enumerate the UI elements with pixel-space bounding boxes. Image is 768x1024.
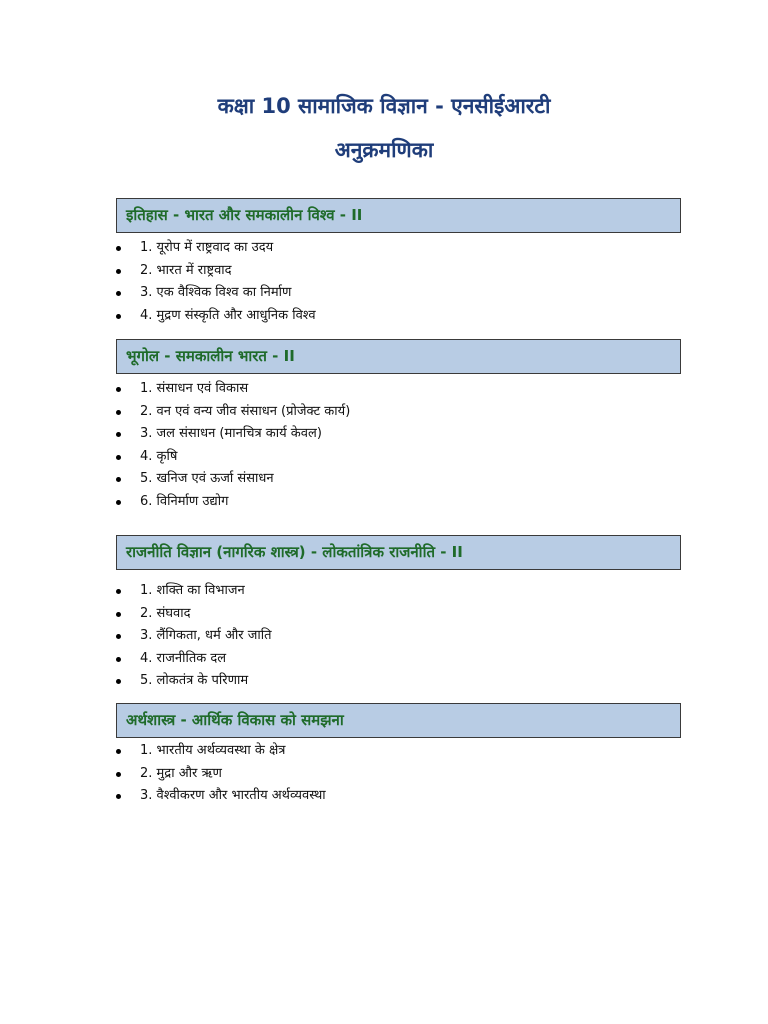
document-subtitle: अनुक्रमणिका — [334, 138, 434, 162]
list-item — [116, 603, 681, 626]
chapter-label: 2. वन एवं वन्य जीव संसाधन (प्रोजेक्ट कार्य) — [140, 403, 351, 419]
list-item — [116, 763, 681, 786]
list-item — [116, 648, 681, 671]
section-history — [116, 198, 681, 327]
list-item — [116, 237, 681, 260]
list-item — [116, 305, 681, 328]
chapter-label: 3. वैश्वीकरण और भारतीय अर्थव्यवस्था — [140, 788, 326, 803]
document-title: कक्षा 10 सामाजिक विज्ञान - एनसीईआरटी — [217, 94, 551, 118]
chapter-label: 1. शक्ति का विभाजन — [140, 583, 245, 598]
list-item — [116, 491, 681, 514]
list-item — [116, 740, 681, 763]
list-item — [116, 785, 681, 808]
bullet-icon — [116, 612, 121, 617]
bullet-icon — [116, 410, 121, 415]
chapter-label: 1. भारतीय अर्थव्यवस्था के क्षेत्र — [140, 743, 286, 758]
chapter-list-geography — [116, 378, 681, 513]
bullet-icon — [116, 500, 121, 505]
list-item — [116, 282, 681, 305]
section-heading-political-science: राजनीति विज्ञान (नागरिक शास्त्र) - लोकतांत्रिक राजनीति - II — [116, 535, 681, 570]
chapter-label: 2. भारत में राष्ट्रवाद — [140, 262, 232, 278]
bullet-icon — [116, 749, 121, 754]
chapter-label: 4. मुद्रण संस्कृति और आधुनिक विश्व — [140, 307, 316, 323]
chapter-list-economics — [116, 740, 681, 808]
section-political-science — [116, 535, 681, 693]
chapter-list-history — [116, 237, 681, 327]
bullet-icon — [116, 589, 121, 594]
list-item — [116, 401, 681, 424]
bullet-icon — [116, 455, 121, 460]
list-item — [116, 580, 681, 603]
chapter-label: 4. राजनीतिक दल — [140, 650, 227, 666]
chapter-label: 4. कृषि — [140, 448, 178, 464]
chapter-list-political-science — [116, 580, 681, 693]
bullet-icon — [116, 291, 121, 296]
chapter-label: 3. जल संसाधन (मानचित्र कार्य केवल) — [140, 426, 322, 441]
section-heading-economics: अर्थशास्त्र - आर्थिक विकास को समझना — [116, 703, 681, 738]
bullet-icon — [116, 387, 121, 392]
list-item — [116, 670, 681, 693]
section-geography — [116, 339, 681, 513]
chapter-label: 2. संघवाद — [140, 605, 191, 621]
section-economics — [116, 703, 681, 808]
chapter-label: 1. संसाधन एवं विकास — [140, 381, 249, 396]
section-heading-history: इतिहास - भारत और समकालीन विश्व - II — [116, 198, 681, 233]
list-item — [116, 423, 681, 446]
bullet-icon — [116, 679, 121, 684]
chapter-label: 6. विनिर्माण उद्योग — [140, 493, 229, 509]
bullet-icon — [116, 432, 121, 437]
bullet-icon — [116, 314, 121, 319]
list-item — [116, 468, 681, 491]
bullet-icon — [116, 634, 121, 639]
chapter-label: 5. खनिज एवं ऊर्जा संसाधन — [140, 471, 274, 486]
bullet-icon — [116, 794, 121, 799]
section-heading-geography: भूगोल - समकालीन भारत - II — [116, 339, 681, 374]
bullet-icon — [116, 269, 121, 274]
bullet-icon — [116, 772, 121, 777]
chapter-label: 3. लैंगिकता, धर्म और जाति — [140, 628, 272, 643]
chapter-label: 3. एक वैश्विक विश्व का निर्माण — [140, 285, 292, 300]
bullet-icon — [116, 246, 121, 251]
list-item — [116, 446, 681, 469]
chapter-label: 2. मुद्रा और ऋण — [140, 765, 222, 781]
list-item — [116, 378, 681, 401]
list-item — [116, 625, 681, 648]
list-item — [116, 260, 681, 283]
chapter-label: 1. यूरोप में राष्ट्रवाद का उदय — [140, 240, 274, 255]
bullet-icon — [116, 657, 121, 662]
chapter-label: 5. लोकतंत्र के परिणाम — [140, 673, 249, 688]
bullet-icon — [116, 477, 121, 482]
